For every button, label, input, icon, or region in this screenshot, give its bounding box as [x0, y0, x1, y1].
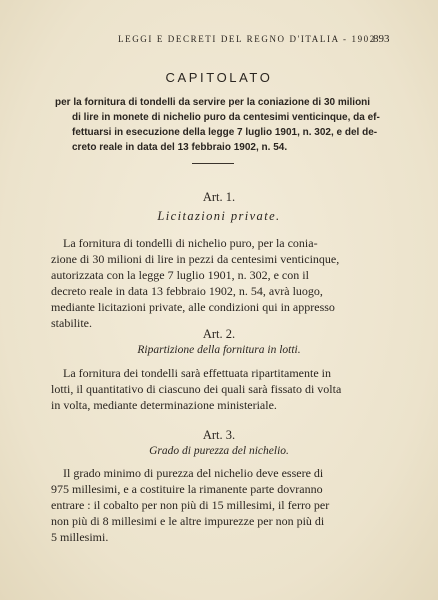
body-line: 975 millesimi, e a costituire la rimanente parte dovranno: [51, 482, 323, 496]
article-heading: Art. 3.: [202, 428, 236, 442]
preamble-line: creto reale in data del 13 febbraio 1902, n. 54.: [72, 142, 288, 153]
article-heading: Art. 2.: [202, 327, 236, 341]
preamble-line: di lire in monete di nichelio puro da centesimi venticinque, da ef-: [72, 112, 380, 123]
article-subtitle: Licitazioni private.: [157, 209, 281, 223]
body-line: La fornitura di tondelli di nichelio puro, per la conia-: [63, 236, 318, 250]
preamble-line: fettuarsi in esecuzione della legge 7 luglio 1901, n. 302, e del de-: [72, 127, 378, 138]
chapter-title: CAPITOLATO: [165, 70, 273, 85]
page-number: 893: [373, 33, 390, 45]
body-line: decreto reale in data 13 febbraio 1902, n. 54, avrà luogo,: [51, 284, 323, 298]
article-heading: Art. 1.: [202, 190, 236, 204]
body-line: mediante licitazioni private, alle condizioni qui in appresso: [51, 300, 335, 314]
body-line: zione di 30 milioni di lire in pezzi da centesimi venticinque,: [51, 252, 340, 266]
body-line: lotti, il quantitativo di ciascuno dei quali sarà fissato di volta: [51, 382, 342, 396]
body-line: stabilite.: [51, 316, 92, 330]
body-line: 5 millesimi.: [51, 530, 109, 544]
body-line: Il grado minimo di purezza del nichelio deve essere di: [63, 466, 324, 480]
running-header: LEGGI E DECRETI DEL REGNO D'ITALIA - 1902: [118, 34, 376, 44]
body-line: non più di 8 millesimi e le altre impurezze per non più di: [51, 514, 325, 528]
section-divider: [192, 163, 234, 164]
body-line: autorizzata con la legge 7 luglio 1901, n. 302, e con il: [51, 268, 309, 282]
article-subtitle: Ripartizione della fornitura in lotti.: [137, 344, 301, 356]
preamble-line: per la fornitura di tondelli da servire per la coniazione di 30 milioni: [55, 97, 371, 108]
body-line: entrare : il cobalto per non più di 15 millesimi, il ferro per: [51, 498, 330, 512]
body-line: La fornitura dei tondelli sarà effettuata ripartitamente in: [63, 366, 331, 380]
body-line: in volta, mediante determinazione ministeriale.: [51, 398, 277, 412]
article-subtitle: Grado di purezza del nichelio.: [149, 445, 289, 457]
